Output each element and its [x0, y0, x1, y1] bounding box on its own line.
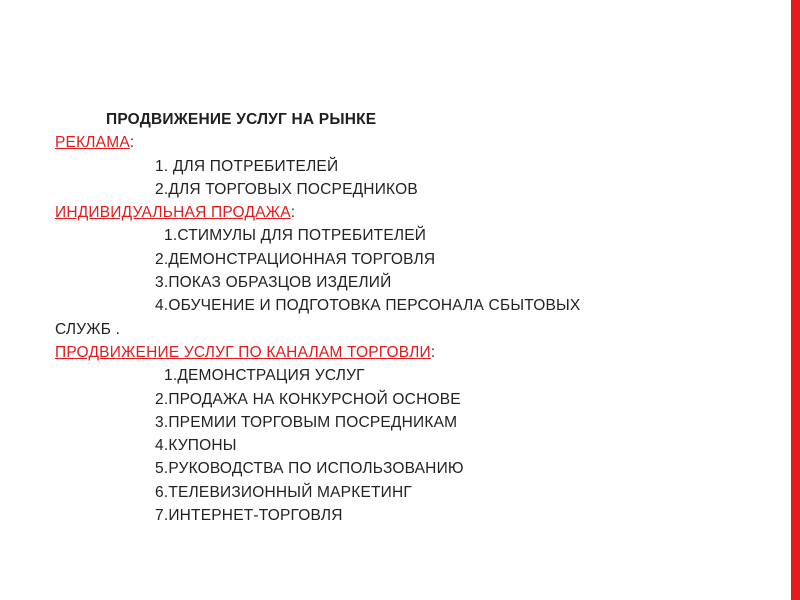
list-item: 3.ПОКАЗ ОБРАЗЦОВ ИЗДЕЛИЙ — [155, 274, 392, 292]
list-item: 1. ДЛЯ ПОТРЕБИТЕЛЕЙ — [155, 157, 339, 175]
section-heading-colon: : — [129, 134, 135, 152]
list-item: 2.ДЕМОНСТРАЦИОННАЯ ТОРГОВЛЯ — [155, 250, 436, 268]
list-item: 4.ОБУЧЕНИЕ И ПОДГОТОВКА ПЕРСОНАЛА СБЫТОВЫХ — [155, 297, 581, 315]
section-heading-colon: : — [290, 204, 296, 222]
slide-body — [55, 108, 775, 527]
list-item: 3.ПРЕМИИ ТОРГОВЫМ ПОСРЕДНИКАМ — [155, 413, 458, 431]
list-item: 7.ИНТЕРНЕТ-ТОРГОВЛЯ — [155, 507, 343, 525]
list-item: 1.ДЕМОНСТРАЦИЯ УСЛУГ — [164, 367, 365, 385]
section-heading-personal-selling — [55, 201, 775, 224]
list-item: 6.ТЕЛЕВИЗИОННЫЙ МАРКЕТИНГ — [155, 483, 412, 501]
slide-title: ПРОДВИЖЕНИЕ УСЛУГ НА РЫНКЕ — [106, 111, 377, 128]
section-heading-text: ИНДИВИДУАЛЬНАЯ ПРОДАЖА — [55, 204, 291, 222]
section-heading-advertising — [55, 131, 775, 154]
list-item: 2.ДЛЯ ТОРГОВЫХ ПОСРЕДНИКОВ — [155, 180, 418, 198]
list-item: 2.ПРОДАЖА НА КОНКУРСНОЙ ОСНОВЕ — [155, 390, 461, 408]
section-heading-trade-promotion — [55, 341, 775, 364]
list-item-continuation: СЛУЖБ . — [55, 320, 121, 338]
list-item: 5.РУКОВОДСТВА ПО ИСПОЛЬЗОВАНИЮ — [155, 460, 464, 478]
section-heading-colon: : — [430, 343, 436, 361]
red-accent-bar — [791, 0, 800, 600]
section-heading-text: ПРОДВИЖЕНИЕ УСЛУГ ПО КАНАЛАМ ТОРГОВЛИ — [55, 343, 431, 361]
section-heading-text: РЕКЛАМА — [55, 134, 130, 152]
list-item: 4.КУПОНЫ — [155, 437, 237, 455]
list-item: 1.СТИМУЛЫ ДЛЯ ПОТРЕБИТЕЛЕЙ — [164, 227, 427, 245]
